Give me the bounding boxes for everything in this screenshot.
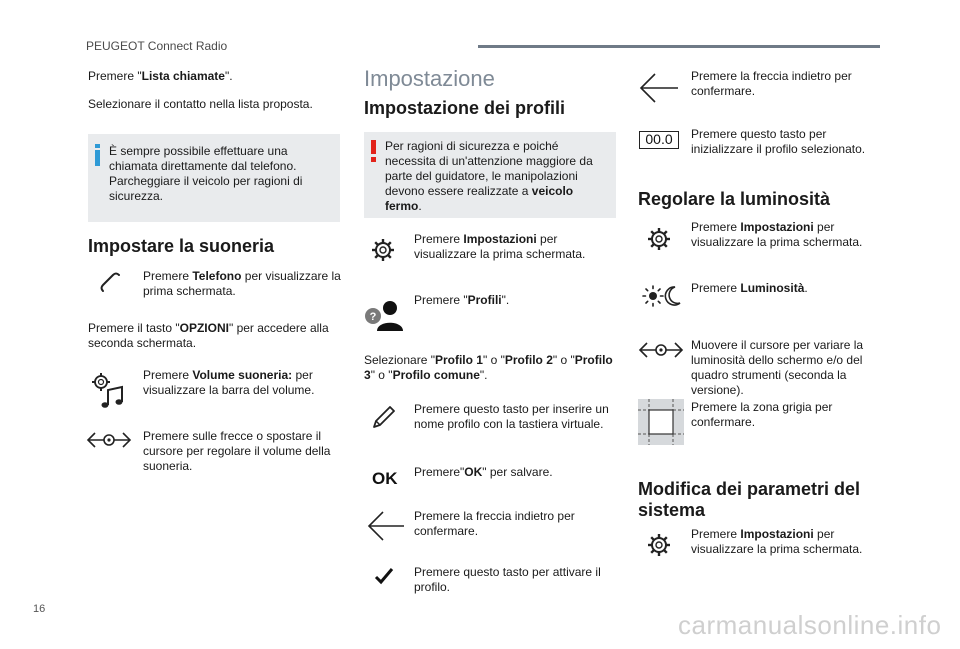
settings-gear-icon-3 xyxy=(647,533,671,557)
ringtone-step-3: Premere sulle frecce o spostare il cursore per regolare il volume della suoneria. xyxy=(143,429,331,473)
info-text: È sempre possibile effettuare una chiamata direttamente dal telefono. Parcheggiare il veicolo per ragioni di sicurezza. xyxy=(109,144,303,203)
warning-text: Per ragioni di sicurezza e poiché necessita di un'attenzione maggiore da parte del guidatore, le manipolazioni devono essere realizzate a veicolo fermo. xyxy=(385,139,593,213)
system-step-1: Premere Impostazioni per visualizzare la prima schermata. xyxy=(691,527,863,556)
system-params-heading: Modifica dei parametri del sistema xyxy=(638,479,861,520)
info-icon xyxy=(94,144,102,166)
ok-button-icon: OK xyxy=(372,469,398,488)
edit-pencil-icon xyxy=(371,404,397,430)
profiles-step-6: Premere questo tasto per attivare il profilo. xyxy=(414,565,601,594)
brightness-step-3: Muovere il cursore per variare la luminosità dello schermo e/o del quadro strumenti (seconda la versione). xyxy=(691,338,864,397)
select-contact-text: Selezionare il contatto nella lista proposta. xyxy=(88,97,313,111)
brightness-heading: Regolare la luminosità xyxy=(638,189,831,209)
ringtone-step-2: Premere Volume suoneria: per visualizzare la barra del volume. xyxy=(143,368,315,397)
watermark: carmanualsonline.info xyxy=(678,610,942,640)
profiles-heading: Impostazione dei profili xyxy=(364,98,566,118)
ringtone-settings-icon xyxy=(89,370,129,410)
warning-box xyxy=(364,132,616,218)
profile-icon xyxy=(364,299,406,331)
profiles-step-2: Premere "Profili". xyxy=(414,293,510,307)
slider-arrows-icon xyxy=(86,430,132,450)
phone-icon xyxy=(98,270,122,294)
brightness-step-4: Premere la zona grigia per confermare. xyxy=(691,400,833,429)
select-profile-text: Selezionare "Profilo 1" o "Profilo 2" o "Profilo 3" o "Profilo comune". xyxy=(364,353,613,382)
back-arrow-icon-2 xyxy=(638,72,680,104)
reset-button-icon: 00.0 xyxy=(639,131,679,149)
profiles-step-1: Premere Impostazioni per visualizzare la prima schermata. xyxy=(414,232,586,261)
settings-gear-icon xyxy=(371,238,395,262)
profiles-step-8: Premere questo tasto per inizializzare il profilo selezionato. xyxy=(691,127,866,156)
info-box xyxy=(88,134,340,222)
back-arrow-icon xyxy=(366,510,406,542)
page-number: 16 xyxy=(33,603,46,615)
call-list-instruction: Premere "Lista chiamate". xyxy=(88,69,233,83)
checkmark-icon xyxy=(374,567,394,585)
grey-zone-icon xyxy=(638,399,684,445)
slider-arrows-icon-2 xyxy=(638,340,684,360)
profiles-step-7: Premere la freccia indietro per confermare. xyxy=(691,69,852,98)
warning-icon xyxy=(370,140,378,162)
section-title: Impostazione xyxy=(364,66,495,91)
ringtone-step-1: Premere Telefono per visualizzare la prima schermata. xyxy=(143,269,341,298)
brightness-icon xyxy=(642,284,682,308)
ringtone-heading: Impostare la suoneria xyxy=(88,236,275,256)
options-instruction: Premere il tasto "OPZIONI" per accedere alla seconda schermata. xyxy=(88,321,329,350)
profiles-step-5: Premere la freccia indietro per confermare. xyxy=(414,509,575,538)
brightness-step-2: Premere Luminosità. xyxy=(691,281,808,295)
brightness-step-1: Premere Impostazioni per visualizzare la prima schermata. xyxy=(691,220,863,249)
profiles-step-4: Premere"OK" per salvare. xyxy=(414,465,553,479)
profiles-step-3: Premere questo tasto per inserire un nome profilo con la tastiera virtuale. xyxy=(414,402,609,431)
running-header: PEUGEOT Connect Radio xyxy=(86,39,228,53)
svg-text:?: ? xyxy=(369,311,377,323)
settings-gear-icon-2 xyxy=(647,227,671,251)
header-rule xyxy=(478,45,880,48)
